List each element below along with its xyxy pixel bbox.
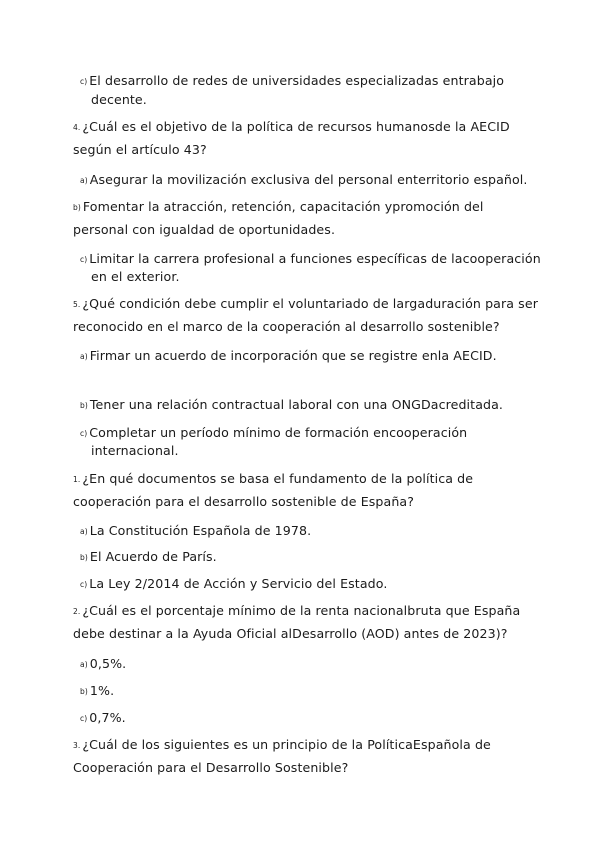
option-text: internacional. xyxy=(91,443,179,458)
option-marker: a) xyxy=(80,527,88,536)
option-marker: c) xyxy=(80,77,88,86)
option-marker: c) xyxy=(80,429,88,438)
option-marker: c) xyxy=(80,714,88,723)
option-a-line xyxy=(80,656,126,673)
option-c-line xyxy=(80,710,126,727)
question-number: 4. xyxy=(73,123,81,132)
option-c-line xyxy=(80,576,387,593)
option-b-line xyxy=(80,549,217,566)
option-a-line xyxy=(80,348,497,365)
option-text: La Ley 2/2014 de Acción y Servicio del Estado. xyxy=(89,576,388,591)
option-a-line xyxy=(80,523,311,540)
option-a-line xyxy=(80,172,528,189)
question-text: reconocido en el marco de la cooperación al desarrollo sostenible? xyxy=(73,319,500,334)
question-continuation xyxy=(73,626,508,642)
option-marker: b) xyxy=(80,401,88,410)
question-number: 5. xyxy=(73,300,81,309)
option-marker: a) xyxy=(80,352,88,361)
option-continuation xyxy=(91,269,180,285)
question-continuation xyxy=(73,494,414,510)
option-text: Asegurar la movilización exclusiva del personal enterritorio español. xyxy=(89,172,528,187)
option-text: Firmar un acuerdo de incorporación que se registre enla AECID. xyxy=(89,348,497,363)
option-text: Tener una relación contractual laboral con una ONGDacreditada. xyxy=(89,397,504,412)
question-number: 2. xyxy=(73,607,81,616)
option-text: 0,5%. xyxy=(89,656,127,671)
option-b-line xyxy=(80,397,503,414)
question-text: cooperación para el desarrollo sostenible de España? xyxy=(73,494,415,509)
question-text: ¿Cuál de los siguientes es un principio de la PolíticaEspañola de xyxy=(82,737,491,752)
option-text: Completar un período mínimo de formación encooperación xyxy=(89,425,468,440)
option-marker: c) xyxy=(80,580,88,589)
option-c-line xyxy=(80,73,504,90)
question-text: ¿Qué condición debe cumplir el voluntariado de largaduración para ser xyxy=(82,296,538,311)
option-continuation xyxy=(91,92,147,108)
question-text: ¿En qué documentos se basa el fundamento de la política de xyxy=(82,471,474,486)
question-continuation xyxy=(73,760,348,776)
question-text: ¿Cuál es el objetivo de la política de recursos humanosde la AECID xyxy=(82,119,510,134)
option-marker: b) xyxy=(73,203,81,212)
question-3 xyxy=(73,737,491,754)
option-continuation xyxy=(91,443,179,459)
option-marker: b) xyxy=(80,687,88,696)
question-continuation xyxy=(73,319,500,335)
option-marker: a) xyxy=(80,176,88,185)
option-text: Limitar la carrera profesional a funciones específicas de lacooperación xyxy=(89,251,541,266)
option-marker: c) xyxy=(80,255,88,264)
option-marker: b) xyxy=(80,553,88,562)
option-text: El Acuerdo de París. xyxy=(89,549,217,564)
question-text: Cooperación para el Desarrollo Sostenible? xyxy=(73,760,349,775)
option-text: decente. xyxy=(91,92,147,107)
option-text: 1%. xyxy=(89,683,115,698)
question-continuation xyxy=(73,142,207,158)
question-number: 3. xyxy=(73,741,81,750)
question-text: ¿Cuál es el porcentaje mínimo de la renta nacionalbruta que España xyxy=(82,603,521,618)
question-1 xyxy=(73,471,473,488)
option-b-line xyxy=(80,683,114,700)
question-text: según el artículo 43? xyxy=(73,142,207,157)
question-2 xyxy=(73,603,520,620)
option-marker: a) xyxy=(80,660,88,669)
question-number: 1. xyxy=(73,475,81,484)
option-b-line xyxy=(73,199,484,216)
option-continuation xyxy=(73,222,335,238)
option-text: 0,7%. xyxy=(89,710,126,725)
option-text: Fomentar la atracción, retención, capacitación ypromoción del xyxy=(82,199,484,214)
question-text: debe destinar a la Ayuda Oficial alDesarrollo (AOD) antes de 2023)? xyxy=(73,626,508,641)
option-c-line xyxy=(80,425,467,442)
question-5 xyxy=(73,296,538,313)
option-text: La Constitución Española de 1978. xyxy=(89,523,312,538)
option-text: El desarrollo de redes de universidades especializadas entrabajo xyxy=(89,73,505,88)
question-4 xyxy=(73,119,510,136)
option-text: en el exterior. xyxy=(91,269,180,284)
option-c-line xyxy=(80,251,541,268)
option-text: personal con igualdad de oportunidades. xyxy=(73,222,336,237)
